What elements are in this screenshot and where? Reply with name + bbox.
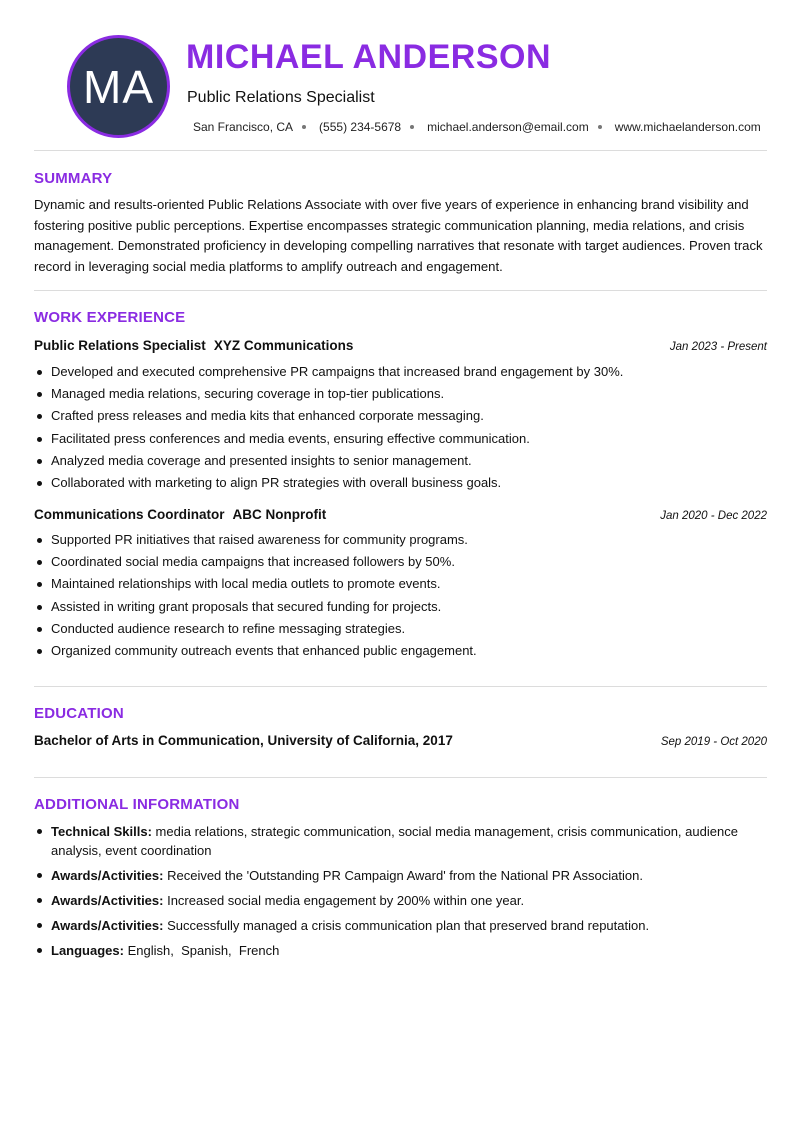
list-item bbox=[51, 891, 767, 910]
divider bbox=[34, 150, 767, 151]
list-item bbox=[51, 822, 767, 860]
job-bullets bbox=[51, 361, 623, 494]
additional-info-list bbox=[51, 822, 767, 966]
contact-location: San Francisco, CA bbox=[193, 120, 319, 134]
candidate-name: MICHAEL ANDERSON bbox=[186, 38, 552, 76]
divider bbox=[34, 686, 767, 687]
avatar bbox=[67, 35, 170, 138]
job-dates: Jan 2023 - Present bbox=[669, 341, 767, 353]
item-label: Awards/Activities: bbox=[51, 893, 164, 908]
education-entry bbox=[34, 733, 767, 748]
education-dates: Sep 2019 - Oct 2020 bbox=[660, 736, 767, 748]
avatar-initials: MA bbox=[83, 60, 154, 113]
job-position: Public Relations Specialist bbox=[34, 338, 206, 353]
resume-header bbox=[33, 0, 767, 150]
job-bullets bbox=[51, 529, 477, 662]
contact-info bbox=[193, 120, 761, 134]
job-company: ABC Nonprofit bbox=[232, 507, 327, 522]
degree: Bachelor of Arts in Communication, University of California, 2017 bbox=[34, 733, 453, 748]
education-heading: EDUCATION bbox=[34, 705, 124, 722]
list-item: Assisted in writing grant proposals that secured funding for projects. bbox=[51, 596, 477, 618]
job-title bbox=[34, 507, 326, 522]
separator-dot-icon bbox=[302, 125, 306, 129]
item-text: Received the 'Outstanding PR Campaign Award' from the National PR Association. bbox=[167, 868, 643, 883]
job-title bbox=[34, 338, 353, 353]
list-item: Analyzed media coverage and presented insights to senior management. bbox=[51, 450, 623, 472]
additional-info-heading: ADDITIONAL INFORMATION bbox=[34, 796, 240, 813]
item-text: Successfully managed a crisis communication plan that preserved brand reputation. bbox=[167, 918, 650, 933]
summary-text: Dynamic and results-oriented Public Relations Associate with over five years of experience in enhancing brand visibility and fostering positive public perceptions. Expertise encompasses strategic communication planning, media relations, and crisis management. Demonstrated proficiency in developing compelling narratives that resonate with target audiences. Proven track record in leveraging social media platforms to amplify outreach and engagement. bbox=[34, 197, 763, 274]
list-item: Maintained relationships with local media outlets to promote events. bbox=[51, 573, 477, 595]
list-item: Managed media relations, securing coverage in top-tier publications. bbox=[51, 383, 623, 405]
list-item bbox=[51, 941, 767, 960]
list-item: Facilitated press conferences and media events, ensuring effective communication. bbox=[51, 428, 623, 450]
job-dates: Jan 2020 - Dec 2022 bbox=[660, 510, 767, 522]
contact-phone: (555) 234-5678 bbox=[319, 120, 427, 134]
separator-dot-icon bbox=[410, 125, 414, 129]
list-item: Supported PR initiatives that raised awareness for community programs. bbox=[51, 529, 477, 551]
item-label: Awards/Activities: bbox=[51, 868, 164, 883]
item-label: Languages: bbox=[51, 943, 124, 958]
item-label: Awards/Activities: bbox=[51, 918, 164, 933]
summary-heading: SUMMARY bbox=[34, 170, 113, 187]
candidate-role: Public Relations Specialist bbox=[187, 89, 375, 106]
list-item bbox=[51, 866, 767, 885]
contact-website[interactable]: www.michaelanderson.com bbox=[614, 120, 761, 134]
list-item: Coordinated social media campaigns that increased followers by 50%. bbox=[51, 551, 477, 573]
item-text: English, Spanish, French bbox=[127, 943, 280, 958]
job-header bbox=[34, 338, 767, 353]
job-header bbox=[34, 507, 767, 522]
list-item: Crafted press releases and media kits that enhanced corporate messaging. bbox=[51, 405, 623, 427]
list-item: Organized community outreach events that enhanced public engagement. bbox=[51, 640, 477, 662]
list-item: Developed and executed comprehensive PR campaigns that increased brand engagement by 30%. bbox=[51, 361, 623, 383]
work-experience-heading: WORK EXPERIENCE bbox=[34, 309, 186, 326]
separator-dot-icon bbox=[598, 125, 602, 129]
list-item: Conducted audience research to refine messaging strategies. bbox=[51, 618, 477, 640]
job-company: XYZ Communications bbox=[213, 338, 354, 353]
list-item bbox=[51, 916, 767, 935]
divider bbox=[34, 777, 767, 778]
contact-email[interactable]: michael.anderson@email.com bbox=[427, 120, 615, 134]
divider bbox=[34, 290, 767, 291]
item-text: Increased social media engagement by 200% within one year. bbox=[167, 893, 525, 908]
list-item: Collaborated with marketing to align PR strategies with overall business goals. bbox=[51, 472, 623, 494]
item-text: media relations, strategic communication, social media management, crisis communication, audience analysis, event coordination bbox=[51, 824, 738, 858]
item-label: Technical Skills: bbox=[51, 824, 152, 839]
job-position: Communications Coordinator bbox=[34, 507, 225, 522]
